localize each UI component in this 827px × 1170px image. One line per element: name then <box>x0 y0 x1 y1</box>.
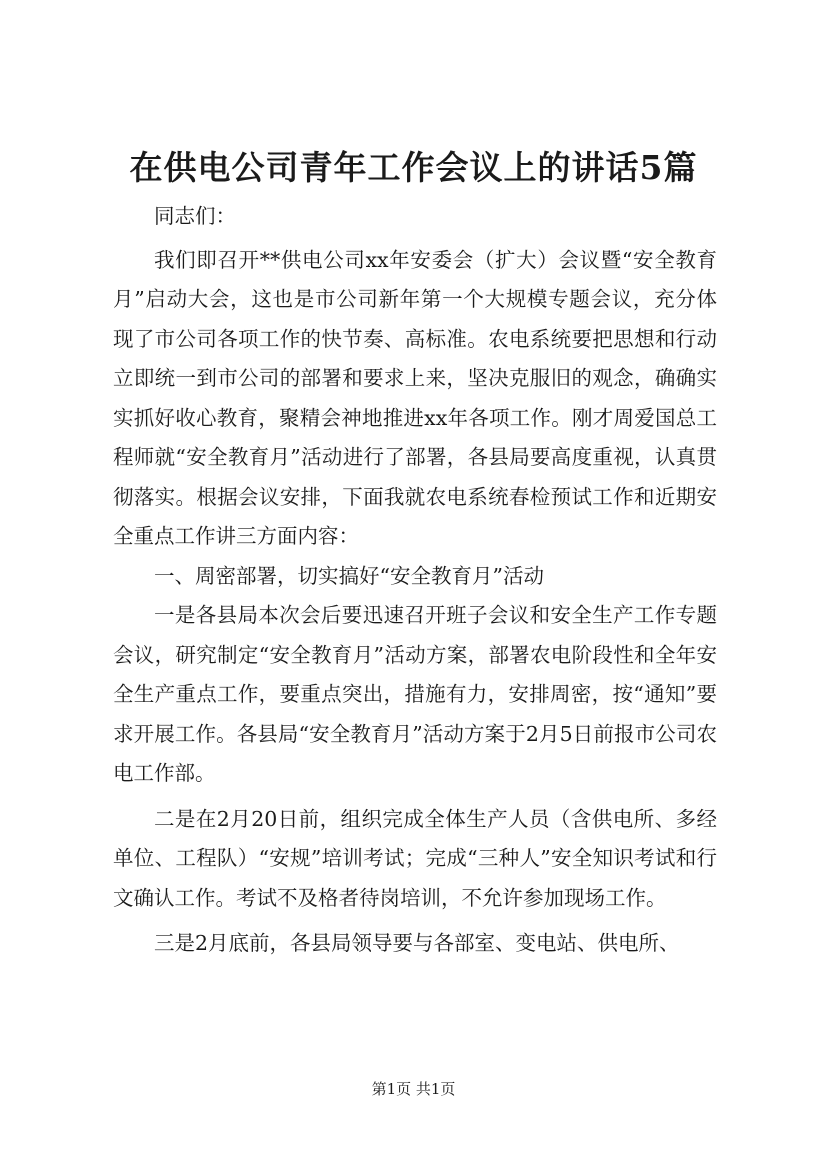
document-title: 在供电公司青年工作会议上的讲话5篇 <box>129 148 698 187</box>
document-body <box>113 197 717 964</box>
paragraph-item-3: 三是2月底前，各县局领导要与各部室、变电站、供电所、 <box>154 931 680 955</box>
salutation: 同志们： <box>154 204 236 228</box>
page-footer: 第1页 共1页 <box>371 1080 456 1098</box>
paragraph-item-2: 二是在2月20日前，组织完成全体生产人员（含供电所、多经单位、工程队）“安规”培训考试；完成“三种人”安全知识考试和行文确认工作。考试不及格者待岗培训，不允许参加现场工作。 <box>113 806 717 910</box>
paragraph-item-1: 一是各县局本次会后要迅速召开班子会议和安全生产工作专题会议，研究制定“安全教育月”活动方案，部署农电阶段性和全年安全生产重点工作，要重点突出，措施有力，安排周密，按“通知”要求开展工作。各县局“安全教育月”活动方案于2月5日前报市公司农电工作部。 <box>113 603 717 785</box>
section-heading: 一、周密部署，切实搞好“安全教育月”活动 <box>154 563 544 588</box>
paragraph-intro: 我们即召开**供电公司xx年安委会（扩大）会议暨“安全教育月”启动大会，这也是市公司新年第一个大规模专题会议，充分体现了市公司各项工作的快节奏、高标准。农电系统要把思想和行动立即统一到市公司的部署和要求上来，坚决克服旧的观念，确确实实抓好收心教育，聚精会神地推进xx年各项工作。刚才周爱国总工程师就“安全教育月”活动进行了部署，各县局要高度重视，认真贯彻落实。根据会议安排，下面我就农电系统春检预试工作和近期安全重点工作讲三方面内容： <box>113 247 717 548</box>
